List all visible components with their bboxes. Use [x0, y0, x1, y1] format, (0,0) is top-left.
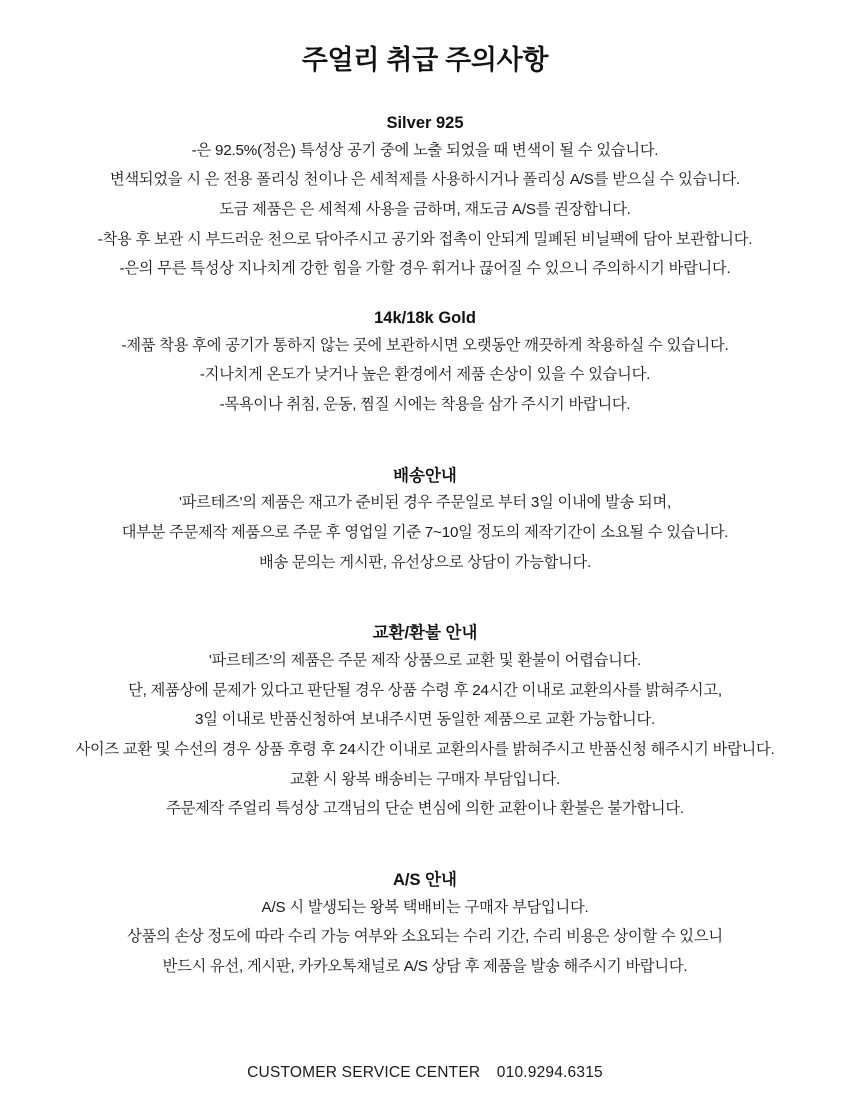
- section-heading: 교환/환불 안내: [372, 624, 478, 643]
- section-line: -제품 착용 후에 공기가 통하지 않는 곳에 보관하시면 오랫동안 깨끗하게 착용하실 수 있습니다.: [121, 336, 729, 354]
- section-line: 주문제작 주얼리 특성상 고객님의 단순 변심에 의한 교환이나 환불은 불가합니다.: [166, 800, 684, 818]
- section-line: 단, 제품상에 문제가 있다고 판단될 경우 상품 수령 후 24시간 이내로 교환의사를 밝혀주시고,: [128, 681, 722, 699]
- section-line: -은의 무른 특성상 지나치게 강한 힘을 가할 경우 휘거나 끊어질 수 있으니 주의하시기 바랍니다.: [119, 260, 731, 278]
- section-gold: [24, 306, 826, 420]
- section-line: -지나치게 온도가 낮거나 높은 환경에서 제품 손상이 있을 수 있습니다.: [199, 366, 651, 384]
- section-line: '파르테즈'의 제품은 주문 제작 상품으로 교환 및 환불이 어렵습니다.: [208, 652, 642, 670]
- section-line: 도금 제품은 은 세척제 사용을 금하며, 재도금 A/S를 권장합니다.: [219, 201, 631, 219]
- section-line: '파르테즈'의 제품은 재고가 준비된 경우 주문일로 부터 3일 이내에 발송 되며,: [179, 494, 671, 512]
- section-line: -은 92.5%(정은) 특성상 공기 중에 노출 되었을 때 변색이 될 수 있습니다.: [191, 141, 659, 159]
- section-line: 사이즈 교환 및 수선의 경우 상품 후령 후 24시간 이내로 교환의사를 밝혀주시고 반품신청 해주시기 바랍니다.: [75, 740, 775, 758]
- section-line: 3일 이내로 반품신청하여 보내주시면 동일한 제품으로 교환 가능합니다.: [194, 711, 656, 729]
- section-shipping: [24, 464, 826, 578]
- section-heading: A/S 안내: [393, 870, 457, 889]
- section-heading: 배송안내: [393, 466, 457, 485]
- section-line: 상품의 손상 정도에 따라 수리 가능 여부와 소요되는 수리 기간, 수리 비용은 상이할 수 있으니: [127, 928, 723, 946]
- section-as-guide: [24, 868, 826, 982]
- section-line: 변색되었을 시 은 전용 폴리싱 천이나 은 세척제를 사용하시거나 폴리싱 A/S를 받으실 수 있습니다.: [109, 171, 741, 189]
- section-line: 대부분 주문제작 제품으로 주문 후 영업일 기준 7~10일 정도의 제작기간이 소요될 수 있습니다.: [121, 524, 729, 542]
- section-line: -목욕이나 취침, 운동, 찜질 시에는 착용을 삼가 주시기 바랍니다.: [219, 395, 631, 413]
- page-title: 주얼리 취급 주의사항: [301, 45, 549, 75]
- section-line: 교환 시 왕복 배송비는 구매자 부담입니다.: [289, 770, 561, 788]
- section-heading: Silver 925: [386, 114, 464, 132]
- section-line: 배송 문의는 게시판, 유선상으로 상담이 가능합니다.: [258, 553, 592, 571]
- customer-service-phone: 010.9294.6315: [496, 1064, 603, 1081]
- section-line: -착용 후 보관 시 부드러운 천으로 닦아주시고 공기와 접촉이 안되게 밀폐된 비닐팩에 담아 보관합니다.: [97, 230, 753, 248]
- customer-service-label: CUSTOMER SERVICE CENTER: [247, 1064, 481, 1081]
- customer-service-footer: [247, 1064, 603, 1088]
- section-line: 반드시 유선, 게시판, 카카오톡채널로 A/S 상담 후 제품을 발송 해주시기 바랍니다.: [162, 957, 688, 975]
- section-silver-925: [24, 111, 826, 284]
- section-line: A/S 시 발생되는 왕복 택배비는 구매자 부담입니다.: [261, 898, 589, 916]
- section-heading: 14k/18k Gold: [374, 308, 476, 327]
- section-exchange-refund: [24, 621, 826, 824]
